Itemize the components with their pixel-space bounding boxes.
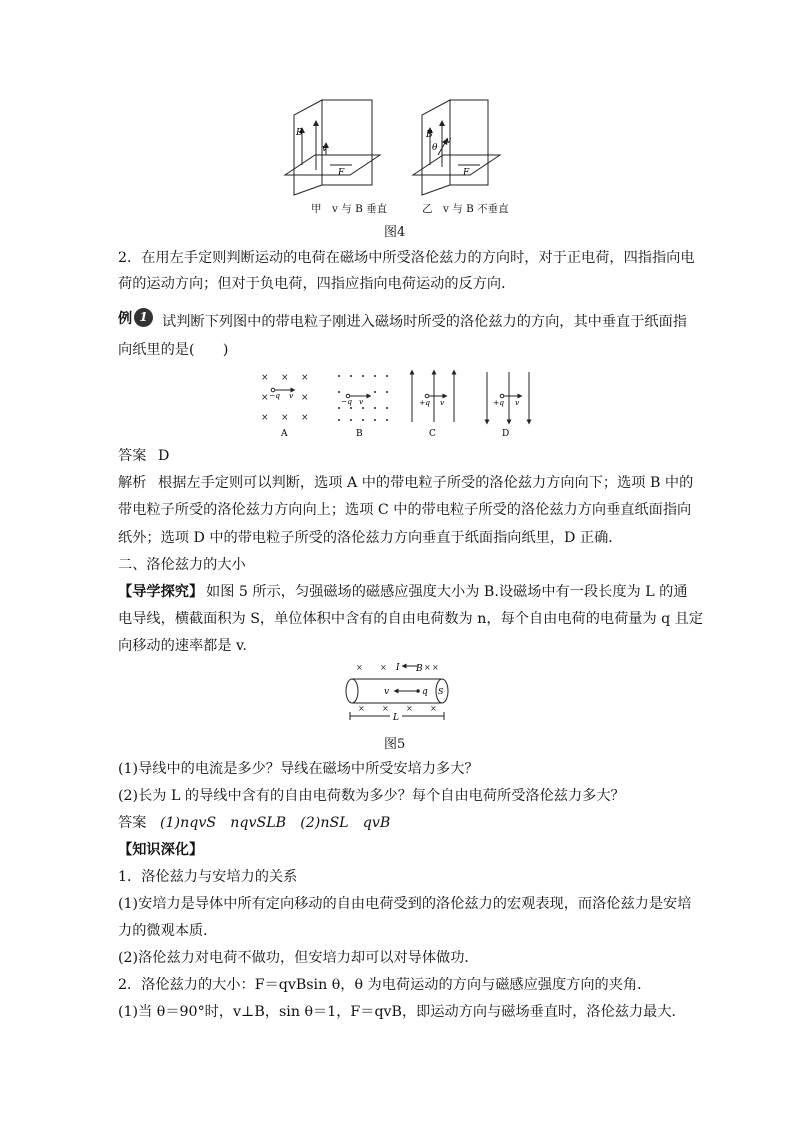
example-number-badge: 1 <box>134 308 153 327</box>
svg-text:×: × <box>301 373 309 383</box>
svg-text:×: × <box>261 393 269 403</box>
fig5-left-cap <box>346 679 358 703</box>
example-label: 例 <box>118 311 133 327</box>
fig4-right-v: v <box>446 136 452 146</box>
fig4-left-diagram <box>285 100 380 195</box>
option-b-label: B <box>356 429 363 439</box>
option-d-label: D <box>502 429 510 439</box>
fig5-v: v <box>384 687 390 697</box>
fig4-left-B: B <box>296 128 303 138</box>
svg-text:×: × <box>261 373 269 383</box>
deepen-p1-b: (2)洛伦兹力对电荷不做功，但安培力却可以对导体做功． <box>118 950 479 966</box>
answer2-label: 答案 <box>118 815 147 831</box>
answer2-value: (1)nqvS nqvSLB (2)nSL qvB <box>160 815 391 831</box>
option-a-v: v <box>289 391 294 400</box>
guide-line2: 电导线，横截面积为 S，单位体积中含有的自由电荷数为 n，每个自由电荷的电荷量为 q 且定 <box>118 611 704 627</box>
option-a-label: A <box>281 429 288 439</box>
analysis-label: 解析 <box>118 475 147 491</box>
deepen-p2: 2．洛伦兹力的大小：F＝qvBsin θ，θ 为电荷运动的方向与磁感应强度方向的夹角． <box>118 977 652 993</box>
svg-text:×: × <box>406 704 413 713</box>
fig4-right-F: F <box>463 168 470 178</box>
question-2: (2)长为 L 的导线中含有的自由电荷数为多少？每个自由电荷所受洛伦兹力多大？ <box>118 788 625 804</box>
svg-text:×: × <box>301 413 309 423</box>
svg-text:×: × <box>382 704 389 713</box>
deepen-p1-a2: 力的微观本质． <box>118 923 218 939</box>
analysis-line2: 带电粒子所受的洛伦兹力方向向上；选项 C 中的带电粒子所受的洛伦兹力方向垂直纸面指向 <box>118 502 692 518</box>
guide-tag: 【导学探究】 <box>118 584 204 600</box>
fig5-I: I <box>396 663 400 673</box>
option-c-q: +q <box>419 398 431 407</box>
fig4-right-diagram <box>413 100 500 195</box>
svg-text:×: × <box>281 413 289 423</box>
svg-text:×: × <box>432 663 439 672</box>
deepen-p1-title: 1．洛伦兹力与安培力的关系 <box>118 869 298 885</box>
svg-text:×: × <box>380 663 387 672</box>
guide-line1: 如图 5 所示，匀强磁场的磁感应强度大小为 B.设磁场中有一段长度为 L 的通 <box>206 584 688 600</box>
question-1: (1)导线中的电流是多少？导线在磁场中所受安培力多大？ <box>118 761 479 777</box>
answer1-value: D <box>158 448 170 464</box>
option-d-field <box>487 372 529 422</box>
deepen-p2-1: (1)当 θ＝90°时，v⊥B，sin θ＝1，F＝qvB，即运动方向与磁场垂直时，洛伦兹力最大． <box>118 1004 686 1020</box>
svg-text:×: × <box>301 393 309 403</box>
answer1-label: 答案 <box>118 448 147 464</box>
fig4-right-theta: θ <box>432 143 438 153</box>
fig4-left-F: F <box>338 168 345 178</box>
svg-text:×: × <box>261 413 269 423</box>
fig5-L: L <box>393 713 399 722</box>
svg-text:×: × <box>356 663 363 672</box>
fig4-caption: 图4 <box>384 225 406 240</box>
option-d-v: v <box>515 398 520 407</box>
option-b-v: v <box>359 397 364 406</box>
deepen-p1-a1: (1)安培力是导体中所有定向移动的自由电荷受到的洛伦兹力的宏观表现，而洛伦兹力是安培 <box>118 896 692 912</box>
option-c-v: v <box>440 398 445 407</box>
fig5-q: q <box>422 687 428 697</box>
fig5-B: B <box>416 664 423 674</box>
fig4-right-B: B <box>426 130 433 140</box>
svg-text:×: × <box>424 663 431 672</box>
deepen-tag: 【知识深化】 <box>118 842 204 858</box>
fig5-S: S <box>438 687 444 696</box>
svg-text:×: × <box>358 704 365 713</box>
option-c-label: C <box>429 429 436 439</box>
svg-text:×: × <box>430 704 437 713</box>
option-a-q: −q <box>269 391 281 400</box>
fig4-left-caption: 甲 v 与 B 垂直 <box>311 203 388 215</box>
item2-line1: 2．在用左手定则判断运动的电荷在磁场中所受洛伦兹力的方向时，对于正电荷，四指指向电 <box>118 250 695 266</box>
guide-line3: 向移动的速率都是 v. <box>118 638 247 654</box>
item2-line2: 荷的运动方向；但对于负电荷，四指应指向电荷运动的反方向． <box>118 276 516 292</box>
fig4-left-v: v <box>322 144 328 154</box>
example-question-line2: 向纸里的是( ) <box>118 342 229 358</box>
figure-5 <box>340 660 460 722</box>
section2-title: 二、洛伦兹力的大小 <box>118 557 246 573</box>
svg-text:×: × <box>281 373 289 383</box>
option-b-q: −q <box>341 397 353 406</box>
fig5-caption: 图5 <box>384 737 406 752</box>
fig4-right-caption: 乙 v 与 B 不垂直 <box>422 203 509 215</box>
option-d-q: +q <box>493 398 505 407</box>
option-c-field <box>412 372 454 422</box>
analysis-line1: 根据左手定则可以判断，选项 A 中的带电粒子所受的洛伦兹力方向向下；选项 B 中的 <box>158 475 694 491</box>
example-question-line1: 试判断下列图中的带电粒子刚进入磁场时所受的洛伦兹力的方向，其中垂直于纸面指 <box>162 314 687 330</box>
analysis-line3: 纸外；选项 D 中的带电粒子所受的洛伦兹力方向垂直于纸面指向纸里，D 正确． <box>118 530 623 546</box>
example-options-figure <box>255 368 535 440</box>
